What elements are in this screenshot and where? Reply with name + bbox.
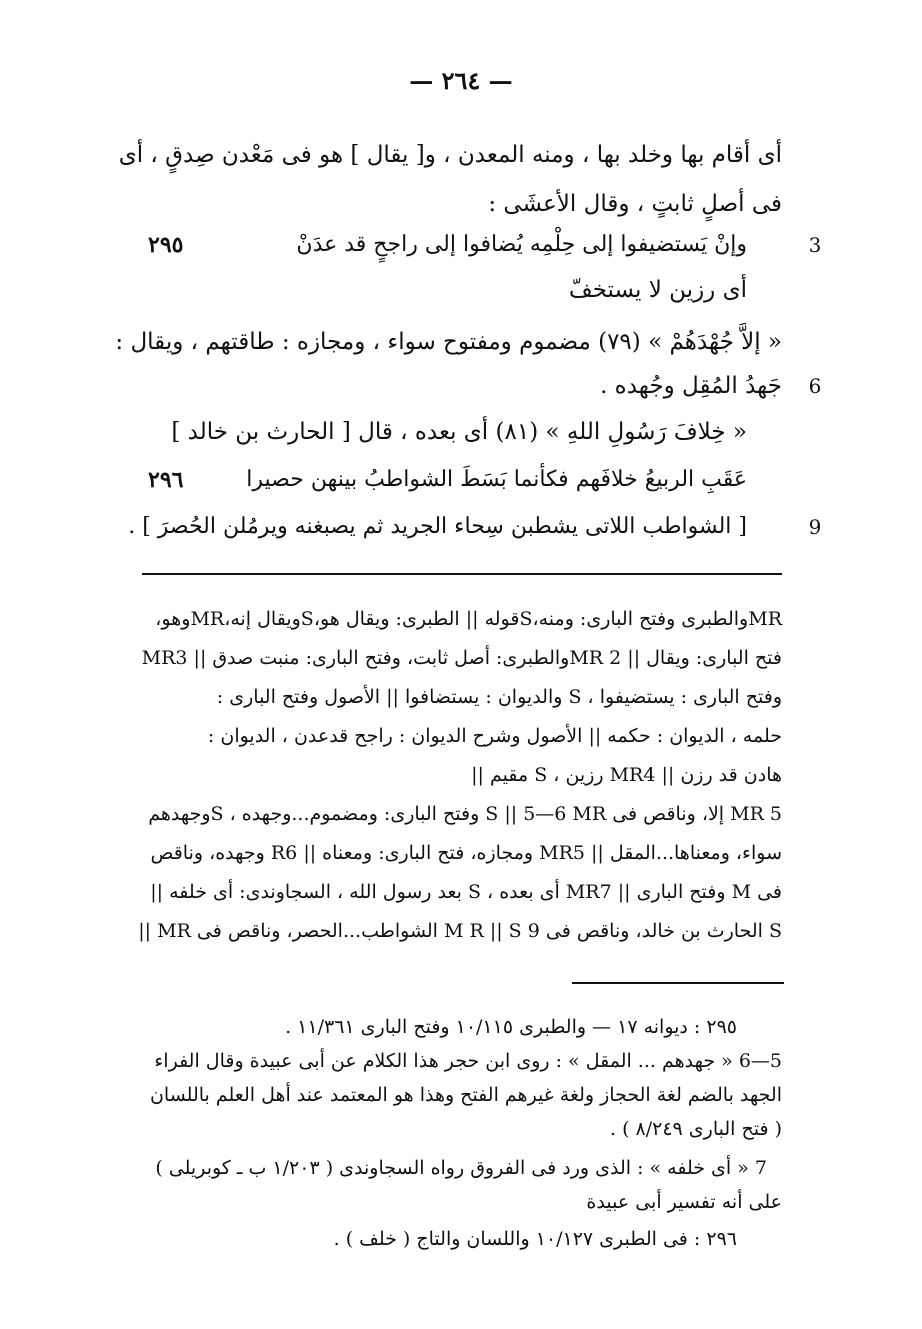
apparatus-line: فى M وفتح البارى || MR7 أى بعده ، S بعد رسول الله ، السجاوندى: أى خلفه || — [150, 881, 782, 903]
main-text-line: أى رزين لا يستخفّ — [568, 277, 747, 303]
main-text-line: فى أصلٍ ثابتٍ ، وقال الأعشَى : — [488, 191, 782, 217]
notes-separator-rule — [572, 982, 784, 984]
verse-number: ٢٩٦ — [148, 467, 184, 493]
line-number: 6 — [808, 374, 822, 398]
line-number: 3 — [808, 233, 822, 257]
separator-rule — [142, 573, 782, 575]
page-number: — ٢٦٤ — — [409, 66, 513, 95]
main-text-line: « خِلافَ رَسُولِ اللهِ » (٨١) أى بعده ، قال [ الحارث بن خالد ] — [171, 419, 747, 445]
apparatus-line: MR 5 إلا، وناقص فى S || 5—6 MR وفتح البارى: ومضموم...وجهده ، Sوجهدهم — [148, 803, 782, 825]
line-number: 9 — [808, 515, 822, 539]
note-line: ٢٩٥ : ديوانه ١٧ — والطبرى ١٠/١١٥ وفتح البارى ١١/٣٦١ . — [285, 1016, 737, 1038]
apparatus-line: هادن قد رزن || MR4 رزين ، S مقيم || — [471, 764, 782, 786]
verse-number: ٢٩٥ — [148, 232, 184, 258]
verse-line: عَقَبِ الربيعُ خلافَهم فكأنما بَسَطَ الشواطبُ بينهن حصيرا — [246, 467, 747, 492]
verse-line: وإنْ يَستضيفوا إلى حِلْمِه يُضافوا إلى راجحٍ قد عدَنْ — [296, 232, 747, 257]
main-text-line: « إلاَّ جُهْدَهُمْ » (٧٩) مضموم ومفتوح سواء ، ومجازه : طاقتهم ، ويقال : — [115, 329, 782, 355]
apparatus-line: فتح البارى: ويقال || 2 MRوالطبرى: أصل ثابت، وفتح البارى: منبت صدق || MR3 — [141, 647, 782, 669]
apparatus-line: S الحارث بن خالد، وناقص فى M R || S 9 الشواطب...الحصر، وناقص فى MR || — [138, 920, 782, 942]
note-line: الجهد بالضم لغة الحجاز ولغة غيرهم الفتح وهذا هو المعتمد عند أهل العلم باللسان — [149, 1084, 782, 1106]
apparatus-line: سواء، ومعناها...المقل || MR5 ومجازه، فتح البارى: ومعناه || R6 وجهده، وناقص — [150, 842, 782, 864]
main-text-line: أى أقام بها وخلد بها ، ومنه المعدن ، و[ يقال ] هو فى مَعْدن صِدقٍ ، أى — [118, 142, 782, 168]
note-line: 7 « أى خلفه » : الذى ورد فى الفروق رواه السجاوندى ( ١/٢٠٣ ب ـ كوبريلى ) — [155, 1157, 767, 1179]
apparatus-line: MRوالطبرى وفتح البارى: ومنه،Sقوله || الطبرى: ويقال هو،Sويقال إنه،MRوهو، — [155, 608, 782, 630]
note-line: على أنه تفسير أبى عبيدة — [586, 1191, 782, 1213]
main-text-line: [ الشواطب اللاتى يشطبن سِحاء الجريد ثم يصبغنه ويرمُلن الحُصرَ ] . — [128, 514, 747, 539]
apparatus-line: وفتح البارى : يستضيفوا ، S والديوان : يستضافوا || الأصول وفتح البارى : — [216, 686, 782, 708]
note-line: ( فتح البارى ٨/٢٤٩ ) . — [609, 1118, 782, 1140]
apparatus-line: حلمه ، الديوان : حكمه || الأصول وشرح الديوان : راجح قدعدن ، الديوان : — [207, 725, 782, 747]
note-line: ٢٩٦ : فى الطبرى ١٠/١٢٧ واللسان والتاج ( خلف ) . — [333, 1228, 737, 1250]
note-line: 5—6 « جهدهم ... المقل » : روى ابن حجر هذا الكلام عن أبى عبيدة وقال الفراء — [154, 1050, 782, 1072]
main-text-line: جَهدُ المُقِل وجُهده . — [600, 373, 782, 399]
